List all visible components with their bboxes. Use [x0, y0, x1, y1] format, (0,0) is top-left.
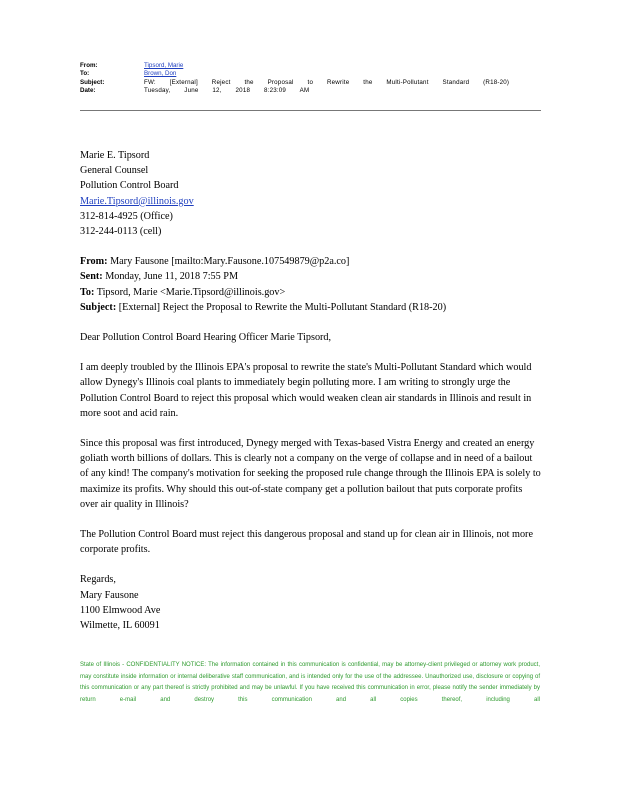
forwarded-to-label: To:	[80, 286, 95, 298]
forwarded-sent-row	[80, 269, 542, 284]
body-paragraph-1: I am deeply troubled by the Illinois EPA's proposal to rewrite the state's Multi-Pollutant Standard which would allow Dynegy's Illinois coal plants to immediately begin polluting more. I am writing to strongly urge the Pollution Control Board to reject this proposal which would weaken clean air standards in Illinois and result in more soot and acid rain.	[80, 362, 532, 419]
forwarded-subject-row	[80, 300, 542, 315]
forwarded-sent-label: Sent:	[80, 271, 103, 283]
signature-name: Marie E. Tipsord	[80, 150, 150, 161]
header-subject-label: Subject:	[80, 78, 105, 86]
header-to-label: To:	[80, 70, 90, 78]
header-from-link[interactable]: Tipsord, Marie	[144, 62, 184, 69]
sender-city: Wilmette, IL 60091	[80, 620, 160, 632]
signature-cell-phone: 312-244-0113 (cell)	[80, 226, 162, 238]
header-from-label: From:	[80, 62, 98, 69]
forwarded-from-label: From:	[80, 256, 108, 268]
header-divider	[80, 110, 541, 111]
header-from-row	[80, 62, 540, 70]
header-to-link[interactable]: Brown, Don	[144, 70, 177, 78]
signature-email-link[interactable]: Marie.Tipsord@illinois.gov	[80, 195, 194, 207]
header-subject-row	[80, 79, 540, 87]
sender-name: Mary Fausone	[80, 589, 139, 601]
forwarded-from-row	[80, 254, 542, 269]
forwarded-to-row	[80, 285, 542, 300]
header-date-label: Date:	[80, 87, 96, 95]
confidentiality-notice: State of Illinois - CONFIDENTIALITY NOTICE: The information contained in this communication is confidential, may be attorney-client privileged or attorney work product, may constitute inside information or internal deliberative staff communication, and is intended only for the use of the addressee. Unauthorized use, disclosure or copying of this communication or any part thereof is strictly prohibited and may be unlawful. If you have received this communication in error, please notify the sender immediately by return e-mail and destroy this communication and all copies thereof, including all	[80, 662, 540, 703]
header-date-row	[80, 87, 540, 95]
body-paragraph-3: The Pollution Control Board must reject this dangerous proposal and stand up for clean air in Illinois, not more corporate profits.	[80, 529, 533, 556]
forwarded-subject-label: Subject:	[80, 301, 117, 313]
sender-street: 1100 Elmwood Ave	[80, 604, 161, 616]
forwarded-from-value: Mary Fausone [mailto:Mary.Fausone.107549879@p2a.co]	[110, 256, 350, 268]
greeting: Dear Pollution Control Board Hearing Officer Marie Tipsord,	[80, 332, 332, 344]
forwarded-subject-value: [External] Reject the Proposal to Rewrite the Multi-Pollutant Standard (R18-20)	[118, 301, 447, 313]
forwarded-sent-value: Monday, June 11, 2018 7:55 PM	[105, 271, 239, 283]
header-to-row	[80, 70, 540, 78]
header-subject-value: FW: [External] Reject the Proposal to Rewrite the Multi-Pollutant Standard (R18-20)	[144, 78, 510, 86]
email-body	[80, 148, 542, 633]
body-paragraph-2: Since this proposal was first introduced, Dynegy merged with Texas-based Vistra Energy and created an energy goliath worth billions of dollars. This is clearly not a company on the verge of collapse and in need of a bailout of any kind! The company's motivation for seeking the proposed rule change through the Illinois EPA is solely to maximize its profits. Why should this out-of-state company get a pollution bailout that puts corporate profits over air quality in Illinois?	[80, 438, 541, 510]
header-date-value: Tuesday, June 12, 2018 8:23:09 AM	[144, 87, 310, 95]
signature-office-phone: 312-814-4925 (Office)	[80, 210, 173, 222]
signature-org: Pollution Control Board	[80, 180, 179, 192]
closing: Regards,	[80, 574, 116, 586]
forwarded-to-value: Tipsord, Marie <Marie.Tipsord@illinois.gov>	[96, 286, 286, 298]
signature-title: General Counsel	[80, 165, 149, 177]
email-header	[80, 62, 540, 96]
